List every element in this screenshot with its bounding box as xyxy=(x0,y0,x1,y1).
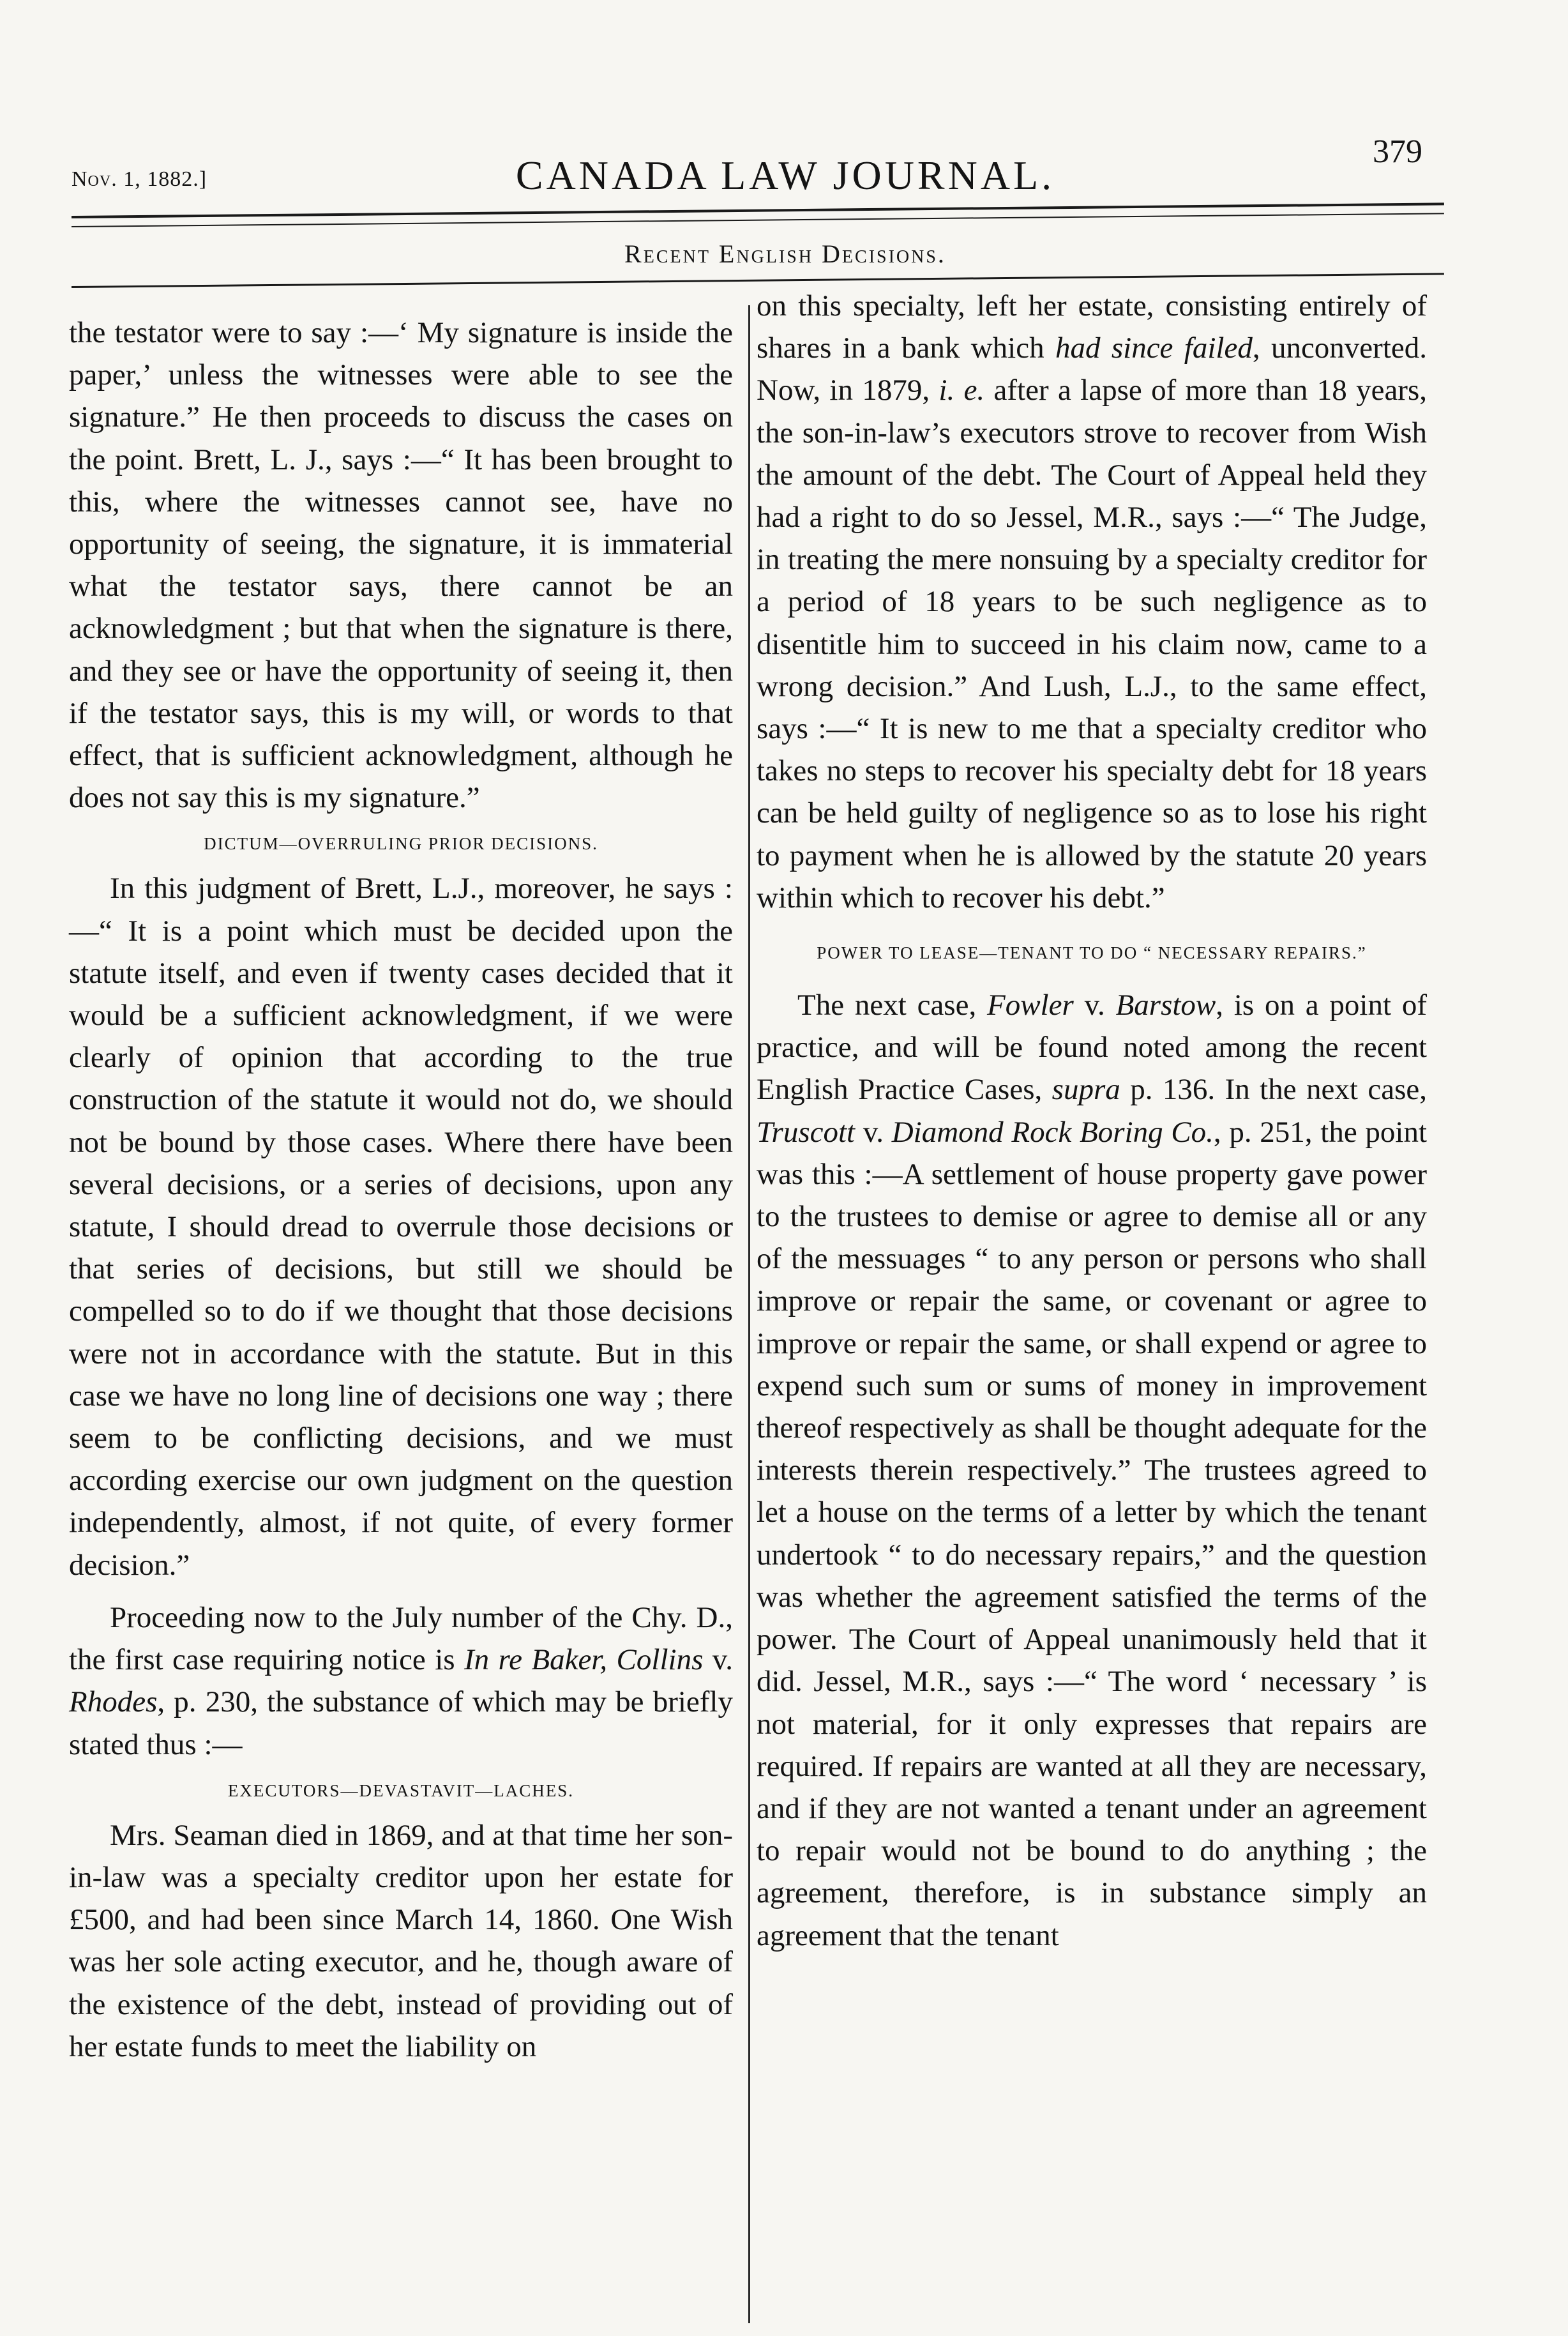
page-number: 379 xyxy=(1373,133,1422,170)
issue-date: Nov. 1, 1882.] xyxy=(72,167,207,191)
text-run: v. xyxy=(703,1643,733,1677)
section-title: Recent English Decisions. xyxy=(624,239,946,268)
paragraph xyxy=(757,984,1427,1957)
paragraph: In this judgment of Brett, L.J., moreover, he says :—“ It is a point which must be decided upon the statute itself, and even if twenty cases decided that it would be a sufficient acknowledgment, if we were clearly of opinion that according to the true construction of the statute it would not do, we should not be bound by those cases. Where there have been several decisions, or a series of decisions, upon any statute, I should dread to overrule those decisions or that series of decisions, but still we should be compelled so to do if we thought that those decisions were not in accordance with the statute. But in this case we have no long line of decisions one way ; there seem to be conflicting decisions, and we must according exercise our own judgment on the question independently, almost, if not quite, of every former decision.” xyxy=(69,872,733,1582)
case-name: Fowler xyxy=(987,989,1074,1022)
text-run: on this specialty, left her estate, consisting entirely of shares in a bank which xyxy=(757,289,1427,365)
column-divider xyxy=(748,305,750,2323)
left-column xyxy=(69,312,733,2068)
paragraph: Mrs. Seaman died in 1869, and at that time her son-in-law was a specialty creditor upon her estate for £500, and had been since March 14, 1860. One Wish was her sole acting executor, and he, though aware of the existence of the debt, instead of providing out of her estate funds to meet the liability on xyxy=(69,1818,733,2063)
case-name: Rhodes xyxy=(69,1685,158,1719)
paragraph xyxy=(757,285,1427,919)
emphasis: supra xyxy=(1052,1073,1120,1107)
text-run: after a lapse of more than 18 years, the son-in-law’s executors strove to recover from Wish the amount of the debt. The Court of Appeal held they had a right to do so Jessel, M.R., says :—“ The Judge, in treating the mere nonsuing by a specialty creditor for a period of 18 years to be such negligence as to disentitle him to succeed in his claim now, came to a wrong decision.” And Lush, L.J., to the same effect, says :—“ It is new to me that a specialty creditor who takes no steps to recover his specialty debt for 18 years can be held guilty of negligence so as to lose his right to payment when he is allowed by the statute 20 years within which to recover his debt.” xyxy=(757,374,1427,914)
text-run: Proceeding now to the July number of the Chy. D., the first case requiring notice is xyxy=(69,1600,733,1677)
paragraph xyxy=(69,1597,733,1766)
section-heading: DICTUM—OVERRULING PRIOR DECISIONS. xyxy=(204,834,598,854)
section-heading: POWER TO LEASE—TENANT TO DO “ NECESSARY REPAIRS.” xyxy=(817,943,1367,963)
paragraph: the testator were to say :—‘ My signature is inside the paper,’ unless the witnesses were able to see the signature.” He then proceeds to discuss the cases on the point. Brett, L. J., says :—“ It has been brought to this, where the witnesses cannot see, have no opportunity of seeing, the signature, it is immaterial what the testator says, there cannot be an acknowledgment ; but that when the signature is there, and they see or have the opportunity of seeing it, then if the testator says, this is my will, or words to that effect, that is sufficient acknowledgment, although he does not say this is my signature.” xyxy=(69,316,733,815)
text-run: v. xyxy=(1073,989,1116,1022)
case-name: Barstow xyxy=(1115,989,1216,1022)
emphasis: had since failed xyxy=(1055,331,1253,365)
text-run: , p. 230, the substance of which may be briefly stated thus :— xyxy=(69,1685,733,1761)
section-heading: EXECUTORS—DEVASTAVIT—LACHES. xyxy=(227,1780,575,1800)
emphasis: i. e. xyxy=(939,374,985,407)
text-run: p. 136. In the next case, xyxy=(1120,1073,1427,1107)
case-name: Diamond Rock Boring Co. xyxy=(891,1115,1214,1149)
journal-title: CANADA LAW JOURNAL. xyxy=(515,153,1055,198)
text-run: , unconverted. Now, in 1879, xyxy=(757,331,1427,407)
case-name: Truscott xyxy=(757,1115,856,1149)
right-column xyxy=(757,285,1427,1957)
text-run: v. xyxy=(855,1115,892,1149)
text-run: The next case, xyxy=(797,989,987,1022)
text-run: , is on a point of practice, and will be found noted among the recent English Practice Cases, xyxy=(757,989,1427,1107)
case-name: In re Baker, Collins xyxy=(464,1643,704,1677)
text-run: , p. 251, the point was this :—A settlement of house property gave power to the trustees to demise or agree to demise all or any of the messuages “ to any person or persons who shall improve or repair the same, or covenant or agree to improve or repair the same, or shall expend or agree to expend such sum or sums of money in improvement thereof respectively as shall be thought adequate for the interests therein respectively.” The trustees agreed to let a house on the terms of a letter by which the tenant undertook “ to do necessary repairs,” and the question was whether the agreement satisfied the terms of the power. The Court of Appeal unanimously held that it did. Jessel, M.R., says :—“ The word ‘ necessary ’ is not material, for it only expresses that repairs are required. If repairs are wanted at all they are necessary, and if they are not wanted a tenant under an agreement to repair would not be bound to do anything ; the agreement, therefore, is in substance simply an agreement that the tenant xyxy=(757,1115,1428,1952)
